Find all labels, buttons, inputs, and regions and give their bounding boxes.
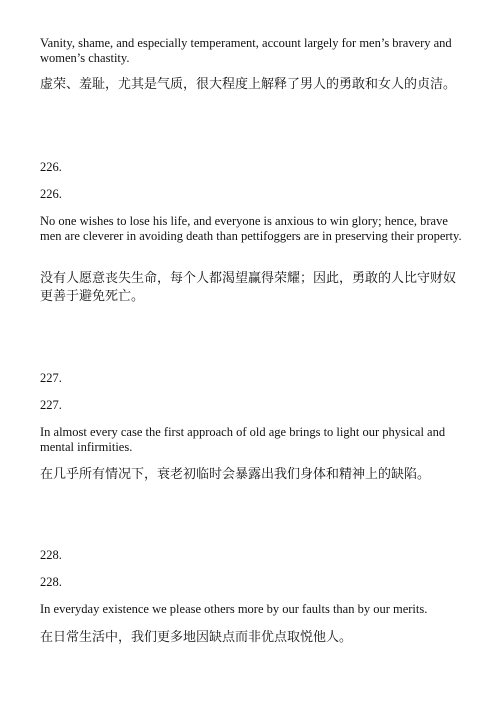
maxim-225-english: Vanity, shame, and especially temperament, account largely for men’s bravery and women’s chastity.: [40, 36, 452, 65]
maxim-228-number: 228.: [40, 548, 62, 562]
maxim-228-chinese: 在日常生活中，我们更多地因缺点而非优点取悦他人。: [40, 630, 353, 645]
maxim-226-chinese: 没有人愿意丧失生命，每个人都渴望赢得荣耀；因此，勇敢的人比守财奴更善于避免死亡。: [40, 271, 457, 304]
maxim-227-chinese: 在几乎所有情况下，衰老初临时会暴露出我们身体和精神上的缺陷。: [40, 467, 431, 482]
maxim-226-english: No one wishes to lose his life, and everyone is anxious to win glory; hence, brave men are cleverer in avoiding death than pettifoggers are in preserving their property.: [40, 214, 462, 243]
maxim-227-number-repeat: 227.: [40, 398, 62, 412]
maxim-226-number-repeat: 226.: [40, 187, 62, 201]
maxim-227-english: In almost every case the first approach of old age brings to light our physical and mental infirmities.: [40, 425, 446, 454]
maxim-226-number: 226.: [40, 160, 62, 174]
maxim-225-chinese: 虚荣、羞耻，尤其是气质，很大程度上解释了男人的勇敢和女人的贞洁。: [40, 77, 457, 92]
maxim-228-number-repeat: 228.: [40, 575, 62, 589]
maxim-227-number: 227.: [40, 371, 62, 385]
maxim-228-english: In everyday existence we please others more by our faults than by our merits.: [40, 602, 428, 616]
